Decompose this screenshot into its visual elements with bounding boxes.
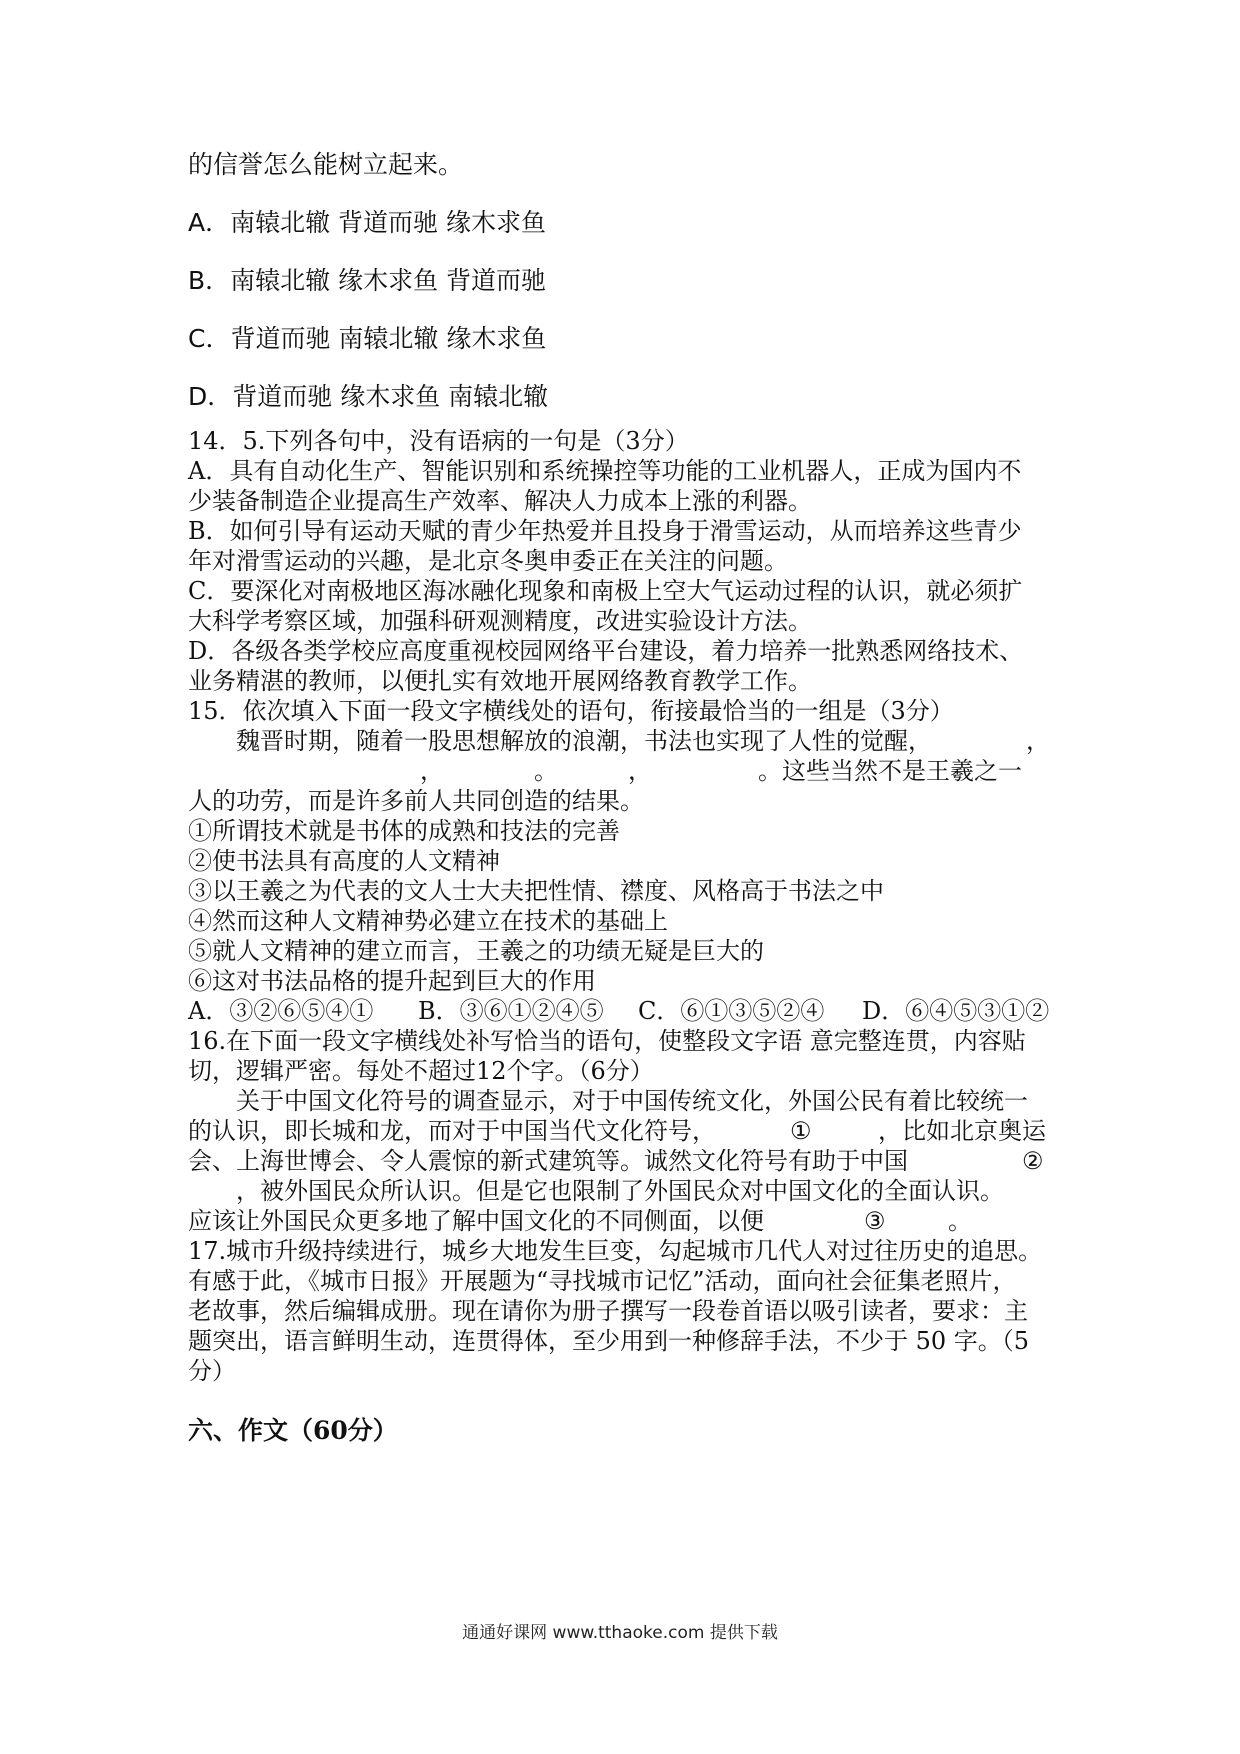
q16-passage-line: ，比如北京奥运 (878, 1117, 1046, 1145)
q17-line: 老故事，然后编辑成册。现在请你为册子撰写一段卷首语以吸引读者，要求：主 (188, 1297, 1028, 1325)
q15-passage-punct: ， (1026, 727, 1050, 755)
q15-choice-a: A．③②⑥⑤④① (188, 997, 374, 1025)
q14-line: D．各级各类学校应高度重视校园网络平台建设，着力培养一批熟悉网络技术、 (188, 637, 1024, 665)
q13-option-d: D．背道而驰 缘木求鱼 南辕北辙 (188, 382, 549, 411)
q13-option-a: A．南辕北辙 背道而驰 缘木求鱼 (188, 208, 546, 237)
q15-passage-line: 人的功劳，而是许多前人共同创造的结果。 (188, 787, 644, 815)
q15-choice-d: D．⑥④⑤③①② (862, 997, 1050, 1025)
q15-passage-punct: 。 (534, 757, 558, 785)
q17-line: 17.城市升级持续进行，城乡大地发生巨变，勾起城市几代人对过往历史的追思。 (188, 1237, 1043, 1265)
q14-line: 大科学考察区域，加强科研观测精度，改进实验设计方法。 (188, 607, 812, 635)
q17-line: 题突出，语言鲜明生动，连贯得体，至少用到一种修辞手法，不少于 50 字。（5 (188, 1327, 1030, 1355)
q16-passage-line: 的认识，即长城和龙，而对于中国当代文化符号， (188, 1117, 716, 1145)
q15-item: ①所谓技术就是书体的成熟和技法的完善 (188, 817, 620, 845)
q16-stem: 16.在下面一段文字横线处补写恰当的语句，使整段文字语 意完整连贯，内容贴 (188, 1027, 1026, 1055)
q13-option-b: B．南辕北辙 缘木求鱼 背道而驰 (188, 266, 547, 295)
q15-stem: 15．依次填入下面一段文字横线处的语句，衔接最恰当的一组是（3分） (188, 697, 954, 725)
q17-line: 分） (188, 1357, 236, 1385)
q15-passage-line: 。这些当然不是王羲之一 (758, 757, 1022, 785)
section-heading: 六、作文（60分） (188, 1416, 398, 1445)
q15-item: ⑤就人文精神的建立而言，王羲之的功绩无疑是巨大的 (188, 937, 764, 965)
q15-choice-b: B．③⑥①②④⑤ (418, 997, 604, 1025)
q16-passage-line: 会、上海世博会、令人震惊的新式建筑等。诚然文化符号有助于中国 (188, 1147, 908, 1175)
q16-passage-line: 关于中国文化符号的调查显示，对于中国传统文化，外国公民有着比较统一 (236, 1087, 1028, 1115)
q14-line: A．具有自动化生产、智能识别和系统操控等功能的工业机器人，正成为国内不 (188, 457, 1022, 485)
q16-stem: 切，逻辑严密。每处不超过12个字。（6分） (188, 1057, 654, 1085)
q15-passage-punct: ， (628, 757, 652, 785)
q16-passage-line: ，被外国民众所认识。但是它也限制了外国民众对中国文化的全面认识。 (236, 1177, 1004, 1205)
q15-item: ③以王羲之为代表的文人士大夫把性情、襟度、风格高于书法之中 (188, 877, 884, 905)
q16-passage-line: 应该让外国民众更多地了解中国文化的不同侧面，以便 (188, 1207, 764, 1235)
q14-line: 少装备制造企业提高生产效率、解决人力成本上涨的利器。 (188, 487, 812, 515)
continuation-text: 的信誉怎么能树立起来。 (188, 150, 464, 179)
q14-stem: 14．5.下列各句中，没有语病的一句是（3分） (188, 427, 689, 455)
q16-blank-2: ② (1022, 1147, 1044, 1175)
q14-line: B．如何引导有运动天赋的青少年热爱并且投身于滑雪运动，从而培养这些青少 (188, 517, 1022, 545)
q15-item: ④然而这种人文精神势必建立在技术的基础上 (188, 907, 668, 935)
q15-item: ⑥这对书法品格的提升起到巨大的作用 (188, 967, 596, 995)
q14-line: 业务精湛的教师，以便扎实有效地开展网络教育教学工作。 (188, 667, 812, 695)
q16-blank-1: ① (790, 1117, 812, 1145)
footer-text: 通通好课网 www.tthaoke.com 提供下载 (462, 1623, 778, 1643)
q16-blank-3: ③ (864, 1207, 886, 1235)
q14-line: C．要深化对南极地区海冰融化现象和南极上空大气运动过程的认识，就必须扩 (188, 577, 1023, 605)
q15-item: ②使书法具有高度的人文精神 (188, 847, 500, 875)
q15-choice-c: C．⑥①③⑤②④ (638, 997, 825, 1025)
q14-line: 年对滑雪运动的兴趣，是北京冬奥申委正在关注的问题。 (188, 547, 788, 575)
q15-passage-punct: ， (420, 757, 444, 785)
q17-line: 有感于此，《城市日报》开展题为“寻找城市记忆”活动，面向社会征集老照片， (188, 1267, 1017, 1295)
q16-passage-line: 。 (948, 1207, 972, 1235)
q13-option-c: C．背道而驰 南辕北辙 缘木求鱼 (188, 324, 547, 353)
q15-passage-line: 魏晋时期，随着一股思想解放的浪潮，书法也实现了人性的觉醒， (236, 727, 932, 755)
